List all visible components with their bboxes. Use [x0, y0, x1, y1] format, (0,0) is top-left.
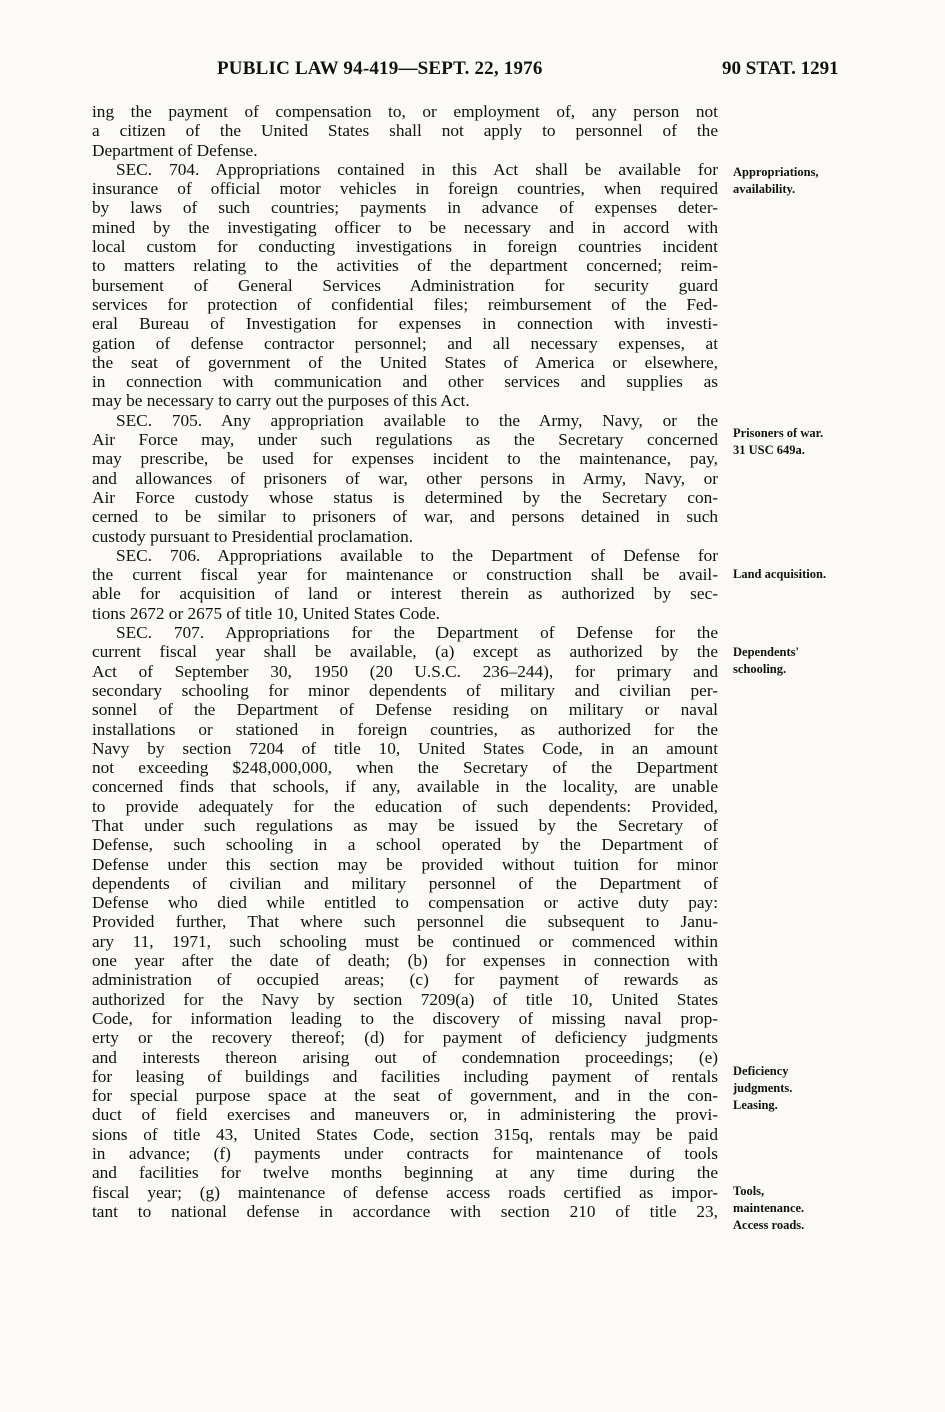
margin-note-line: Leasing.: [733, 1098, 778, 1112]
text-line: Navy by section 7204 of title 10, United States Code, in an amount: [92, 738, 718, 758]
text-line: and allowances of prisoners of war, other persons in Army, Navy, or: [92, 468, 718, 488]
text-line: fiscal year; (g) maintenance of defense access roads certified as impor-: [92, 1182, 718, 1202]
text-line: the current fiscal year for maintenance or construction shall be avail-: [92, 565, 718, 585]
text-line: in connection with communication and other services and supplies as: [92, 372, 718, 392]
margin-note-line: Land acquisition.: [733, 567, 827, 581]
margin-note-line: judgments.: [733, 1081, 793, 1095]
text-line: installations or stationed in foreign countries, as authorized for the: [92, 719, 718, 739]
text-line: cerned to be similar to prisoners of war, and persons detained in such: [92, 507, 718, 527]
text-line: duct of field exercises and maneuvers or, in administering the provi-: [92, 1105, 718, 1125]
text-line: may be necessary to carry out the purposes of this Act.: [92, 391, 470, 411]
section-706-line: SEC. 706. Appropriations available to the Department of Defense for: [116, 545, 718, 565]
text-line: Department of Defense.: [92, 140, 258, 160]
text-line: to provide adequately for the education of such dependents: Provided,: [92, 796, 718, 816]
margin-note-line: schooling.: [733, 662, 787, 676]
text-line: ary 11, 1971, such schooling must be continued or commenced within: [92, 931, 718, 951]
page-number: 90 STAT. 1291: [722, 58, 839, 79]
text-line: Air Force custody whose status is determined by the Secretary con-: [92, 487, 718, 507]
section-704-line: SEC. 704. Appropriations contained in this Act shall be available for: [116, 159, 718, 179]
page-header: [0, 58, 945, 84]
text-line: erty or the recovery thereof; (d) for payment of deficiency judgments: [92, 1028, 718, 1048]
text-line: Code, for information leading to the discovery of missing naval prop-: [92, 1008, 718, 1028]
text-line: the seat of government of the United States of America or elsewhere,: [92, 352, 718, 372]
text-line: Defense who died while entitled to compensation or active duty pay:: [92, 893, 718, 913]
text-line: not exceeding $248,000,000, when the Secretary of the Department: [92, 758, 718, 778]
text-line: Act of September 30, 1950 (20 U.S.C. 236–244), for primary and: [92, 661, 718, 681]
section-707-line: SEC. 707. Appropriations for the Department of Defense for the: [116, 623, 718, 643]
text-line: insurance of official motor vehicles in foreign countries, when required: [92, 179, 718, 199]
text-line: ing the payment of compensation to, or employment of, any person not: [92, 102, 718, 121]
text-line: for special purpose space at the seat of government, and in the con-: [92, 1086, 718, 1106]
margin-note-line: 31 USC 649a.: [733, 443, 805, 457]
text-line: Provided further, That where such personnel die subsequent to Janu-: [92, 912, 718, 932]
text-line: one year after the date of death; (b) for expenses in connection with: [92, 951, 718, 971]
text-line: secondary schooling for minor dependents of military and civilian per-: [92, 680, 718, 700]
margin-note-line: Dependents': [733, 645, 799, 659]
text-line: authorized for the Navy by section 7209(a) of title 10, United States: [92, 989, 718, 1009]
page-title: PUBLIC LAW 94-419—SEPT. 22, 1976: [217, 58, 543, 79]
text-line: and interests thereon arising out of condemnation proceedings; (e): [92, 1047, 718, 1067]
margin-note-prisoners-of-war: [733, 425, 933, 459]
text-line: eral Bureau of Investigation for expenses in connection with investi-: [92, 314, 718, 334]
text-line: current fiscal year shall be available, (a) except as authorized by the: [92, 642, 718, 662]
text-line: able for acquisition of land or interest therein as authorized by sec-: [92, 584, 718, 604]
text-line: for leasing of buildings and facilities including payment of rentals: [92, 1066, 718, 1086]
text-line: in advance; (f) payments under contracts for maintenance of tools: [92, 1144, 718, 1164]
section-705-line: SEC. 705. Any appropriation available to the Army, Navy, or the: [116, 410, 718, 430]
margin-note-tools-access-roads: [733, 1183, 933, 1234]
margin-note-deficiency-judgments: [733, 1063, 933, 1114]
margin-note-dependents-schooling: [733, 644, 933, 678]
text-line: to matters relating to the activities of the department concerned; reim-: [92, 256, 718, 276]
margin-note-appropriations: [733, 164, 933, 198]
margin-note-line: Tools,: [733, 1184, 765, 1198]
text-line: mined by the investigating officer to be necessary and in accord with: [92, 217, 718, 237]
text-line: Defense under this section may be provided without tuition for minor: [92, 854, 718, 874]
margin-note-land-acquisition: [733, 566, 933, 583]
margin-note-line: Appropriations,: [733, 165, 819, 179]
text-line: custody pursuant to Presidential proclamation.: [92, 526, 414, 546]
margin-note-line: maintenance.: [733, 1201, 805, 1215]
text-line: concerned finds that schools, if any, available in the locality, are unable: [92, 777, 718, 797]
text-line: sions of title 43, United States Code, section 315q, rentals may be paid: [92, 1124, 718, 1144]
text-line: gation of defense contractor personnel; and all necessary expenses, at: [92, 333, 718, 353]
statute-body: [92, 102, 718, 1221]
text-line: Defense, such schooling in a school operated by the Department of: [92, 835, 718, 855]
text-line: administration of occupied areas; (c) for payment of rewards as: [92, 970, 718, 990]
text-line: tant to national defense in accordance with section 210 of title 23,: [92, 1201, 718, 1221]
text-line: by laws of such countries; payments in advance of expenses deter-: [92, 198, 718, 218]
text-line: local custom for conducting investigations in foreign countries incident: [92, 237, 718, 257]
text-line: tions 2672 or 2675 of title 10, United States Code.: [92, 603, 440, 623]
text-line: a citizen of the United States shall not apply to personnel of the: [92, 121, 718, 141]
text-line: services for protection of confidential files; reimbursement of the Fed-: [92, 294, 718, 314]
text-line: and facilities for twelve months beginning at any time during the: [92, 1163, 718, 1183]
text-line: sonnel of the Department of Defense residing on military or naval: [92, 700, 718, 720]
margin-note-line: Access roads.: [733, 1218, 805, 1232]
text-line: may prescribe, be used for expenses incident to the maintenance, pay,: [92, 449, 718, 469]
text-line: dependents of civilian and military personnel of the Department of: [92, 873, 718, 893]
text-line: Air Force may, under such regulations as the Secretary concerned: [92, 430, 718, 450]
margin-note-line: Deficiency: [733, 1064, 789, 1078]
text-line: bursement of General Services Administration for security guard: [92, 275, 718, 295]
margin-note-line: availability.: [733, 182, 796, 196]
margin-note-line: Prisoners of war.: [733, 426, 824, 440]
text-line: That under such regulations as may be issued by the Secretary of: [92, 815, 718, 835]
